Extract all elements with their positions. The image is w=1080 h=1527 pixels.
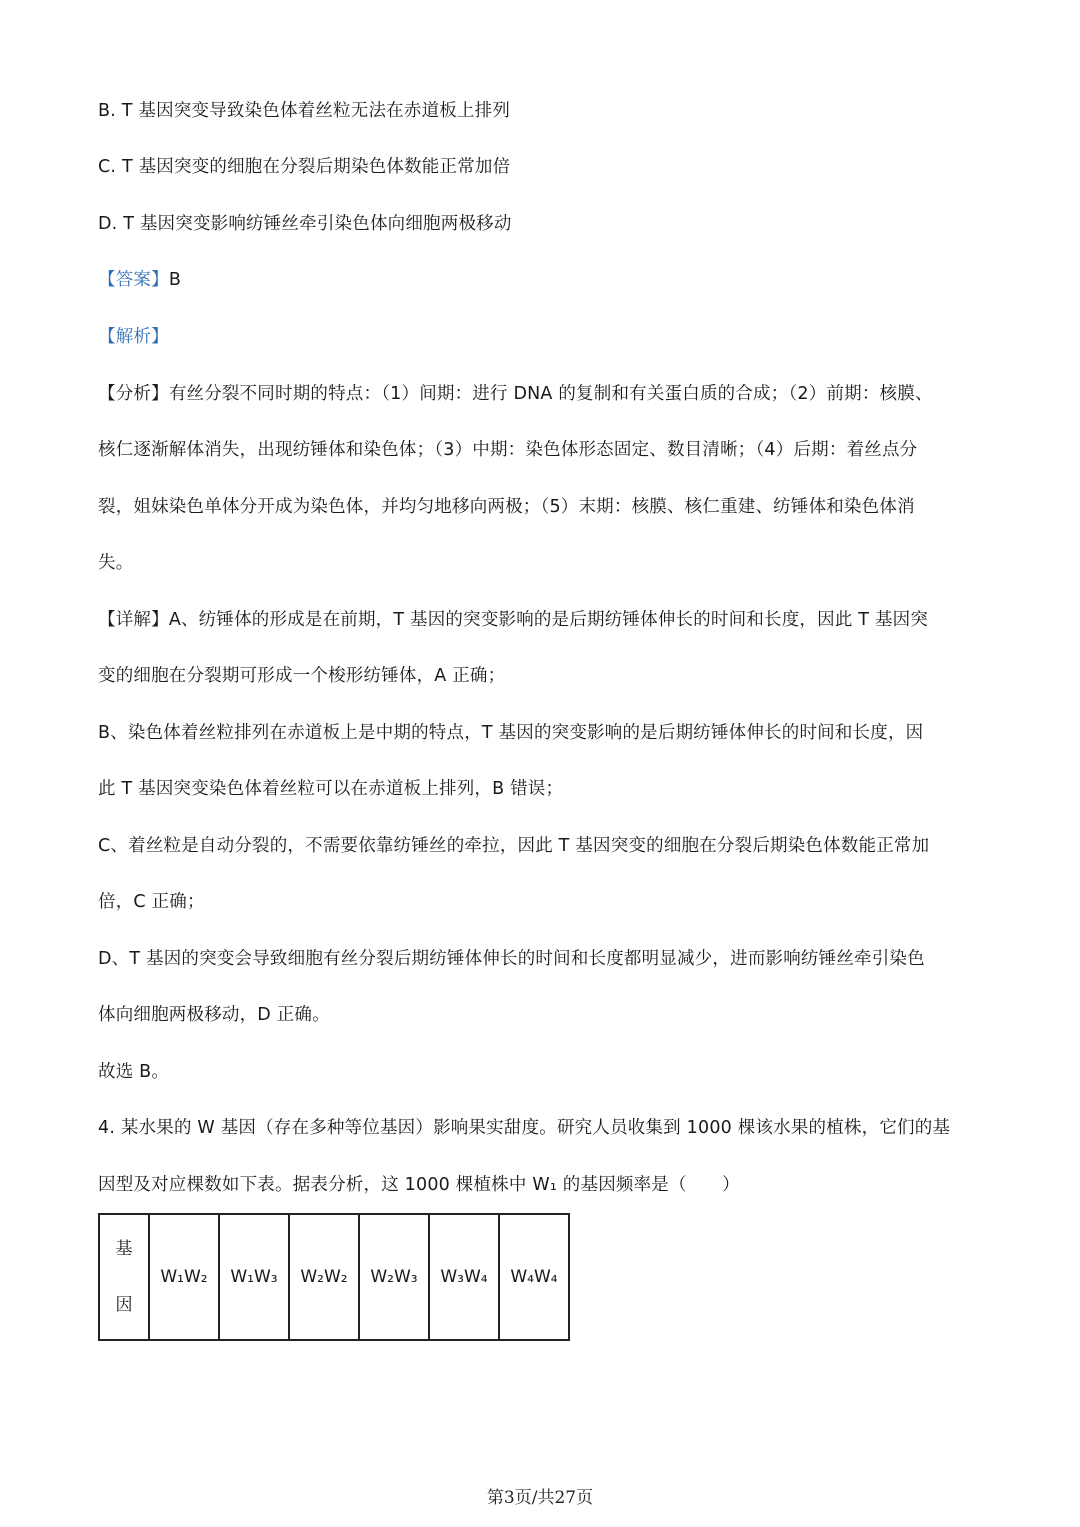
answer-line — [98, 268, 181, 292]
header-char: 因 — [115, 1295, 133, 1315]
genotype-cell: W₃W₄ — [429, 1214, 499, 1340]
detail-tag: 【详解】 — [98, 610, 169, 630]
genotype-table-wrap — [98, 1213, 570, 1341]
genotype-table — [98, 1213, 570, 1341]
detail-line-5: C、着丝粒是自动分裂的，不需要依靠纺锤丝的牵拉，因此 T 基因突变的细胞在分裂后期染色体数能正常加 — [98, 836, 930, 856]
answer-tag: 【答案】 — [98, 270, 169, 290]
genotype-cell: W₂W₂ — [289, 1214, 359, 1340]
table-header-cell — [99, 1214, 149, 1340]
detail-line-3: B、染色体着丝粒排列在赤道板上是中期的特点，T 基因的突变影响的是后期纺锤体伸长的时间和长度，因 — [98, 723, 924, 743]
analysis-line-3: 裂，姐妹染色单体分开成为染色体，并均匀地移向两极；（5）末期：核膜、核仁重建、纺锤体和染色体消 — [98, 497, 915, 517]
detail-line-6: 倍，C 正确； — [98, 892, 205, 912]
genotype-cell: W₁W₂ — [149, 1214, 219, 1340]
table-row — [99, 1214, 569, 1340]
option-c: C. T 基因突变的细胞在分裂后期染色体数能正常加倍 — [98, 157, 511, 177]
genotype-cell: W₁W₃ — [219, 1214, 289, 1340]
analysis-line-4: 失。 — [98, 553, 134, 573]
detail-line-1 — [98, 608, 928, 632]
analysis-subtag: 【分析】 — [98, 384, 169, 404]
detail-line-8: 体向细胞两极移动，D 正确。 — [98, 1005, 330, 1025]
page-number: 第3页/共27页 — [486, 1488, 594, 1508]
header-char: 基 — [115, 1239, 133, 1259]
analysis-tag: 【解析】 — [98, 327, 169, 347]
answer-value: B — [168, 270, 182, 290]
option-b: B. T 基因突变导致染色体着丝粒无法在赤道板上排列 — [98, 101, 511, 121]
question4-line-2: 因型及对应棵数如下表。据表分析，这 1000 棵植株中 W₁ 的基因频率是（ ） — [98, 1175, 740, 1195]
detail-line-9: 故选 B。 — [98, 1062, 170, 1082]
genotype-cell: W₂W₃ — [359, 1214, 429, 1340]
detail-text: A、纺锤体的形成是在前期，T 基因的突变影响的是后期纺锤体伸长的时间和长度，因此 T 基因突 — [168, 610, 929, 630]
analysis-text: 有丝分裂不同时期的特点：（1）间期：进行 DNA 的复制和有关蛋白质的合成；（2）前期：核膜、 — [168, 384, 933, 404]
analysis-line-1 — [98, 382, 933, 406]
detail-line-2: 变的细胞在分裂期可形成一个梭形纺锤体，A 正确； — [98, 666, 506, 686]
option-d: D. T 基因突变影响纺锤丝牵引染色体向细胞两极移动 — [98, 214, 512, 234]
genotype-cell: W₄W₄ — [499, 1214, 569, 1340]
analysis-line-2: 核仁逐渐解体消失，出现纺锤体和染色体；（3）中期：染色体形态固定、数目清晰；（4）后期：着丝点分 — [98, 440, 918, 460]
detail-line-7: D、T 基因的突变会导致细胞有丝分裂后期纺锤体伸长的时间和长度都明显减少，进而影响纺锤丝牵引染色 — [98, 949, 925, 969]
detail-line-4: 此 T 基因突变染色体着丝粒可以在赤道板上排列，B 错误； — [98, 779, 564, 799]
question4-line-1: 4. 某水果的 W 基因（存在多种等位基因）影响果实甜度。研究人员收集到 1000 棵该水果的植株，它们的基 — [98, 1118, 951, 1138]
